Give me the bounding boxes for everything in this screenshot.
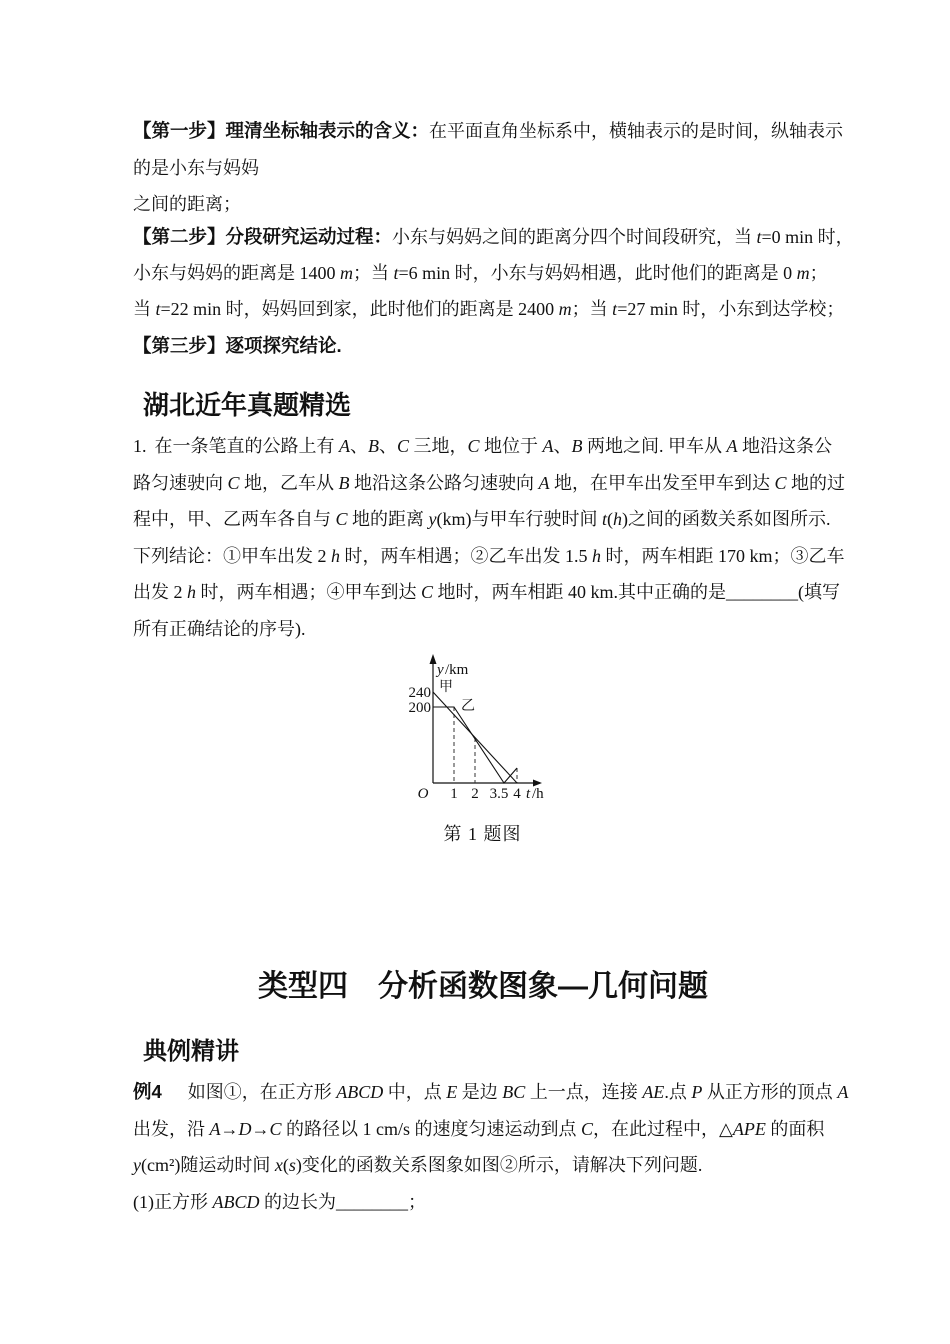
step1-line1: 【第一步】理清坐标轴表示的含义：在平面直角坐标系中，横轴表示的是时间，纵轴表示: [133, 120, 844, 141]
step2-line3: 当 t=22 min 时，妈妈回到家，此时他们的距离是 2400 m；当 t=27 min 时，小东到达学校；: [133, 299, 845, 319]
step3-label: 【第三步】逐项探究结论.: [133, 335, 342, 356]
x-tick-1: 1: [450, 786, 458, 802]
problem1-line5: 出发 2 h 时，两车相遇；④甲车到达 C 地时，两车相距 40 km.其中正确的是________(填写: [133, 582, 841, 602]
example4-label: 例4: [133, 1081, 162, 1102]
section-heading-hubei: 湖北近年真题精选: [143, 390, 352, 420]
origin-label: O: [417, 786, 429, 802]
y-tick-200: 200: [408, 700, 431, 716]
y-axis-label-var: y: [437, 662, 444, 678]
series-label-yi: 乙: [461, 699, 475, 714]
figure-caption: 第 1 题图: [443, 824, 522, 844]
step3-line: [133, 334, 342, 358]
problem1-line4: 下列结论：①甲车出发 2 h 时，两车相遇；②乙车出发 1.5 h 时，两车相距 170 km；③乙车: [133, 545, 845, 566]
step1-line2: 的是小东与妈妈: [133, 158, 259, 178]
example4-question1: (1)正方形 ABCD 的边长为________；: [133, 1191, 426, 1212]
type4-heading: 类型四 分析函数图象—几何问题: [258, 970, 708, 1003]
figure-problem1-graph: [395, 650, 570, 805]
step1-line3: 之间的距离；: [133, 194, 241, 214]
y-axis-label-unit: /km: [445, 662, 469, 678]
y-tick-240: 240: [408, 685, 431, 701]
step2-label: 【第二步】分段研究运动过程：: [133, 226, 393, 247]
x-axis-label-var: t: [526, 786, 531, 802]
problem1-line2: 路匀速驶向 C 地，乙车从 B 地沿这条公路匀速驶向 A 地，在甲车出发至甲车到达 C 地的过: [133, 472, 846, 493]
problem1-number: 1.: [133, 436, 147, 456]
problem1-line6: 所有正确结论的序号).: [133, 618, 306, 639]
x-tick-2: 2: [471, 786, 479, 802]
y-axis-arrow-icon: [430, 654, 437, 664]
x-tick-4: 4: [513, 786, 521, 802]
step2-line2: 小东与妈妈的距离是 1400 m；当 t=6 min 时，小东与妈妈相遇，此时他们的距离是 0 m；: [133, 263, 828, 283]
example4-line2: 出发，沿 A→D→C 的路径以 1 cm/s 的速度匀速运动到点 C，在此过程中，△APE 的面积: [133, 1118, 825, 1139]
example4-line3: y(cm²)随运动时间 x(s)变化的函数关系图象如图②所示，请解决下列问题.: [133, 1155, 703, 1175]
problem1-line3: 程中，甲、乙两车各自与 C 地的距离 y(km)与甲车行驶时间 t(h)之间的函数关系如图所示.: [133, 509, 831, 529]
example4-line1: 例4 如图①，在正方形 ABCD 中，点 E 是边 BC 上一点，连接 AE.点 P 从正方形的顶点 A: [133, 1081, 849, 1102]
step2-line1: 【第二步】分段研究运动过程：小东与妈妈之间的距离分四个时间段研究，当 t=0 min 时，: [133, 226, 854, 247]
step1-label: 【第一步】理清坐标轴表示的含义：: [133, 120, 430, 141]
x-tick-3.5: 3.5: [489, 786, 509, 802]
series-label-jia: 甲: [439, 680, 453, 695]
subheading-dianli: 典例精讲: [143, 1038, 239, 1065]
problem1-line1: 1. 在一条笔直的公路上有 A、B、C 三地，C 地位于 A、B 两地之间. 甲车从 A 地沿这条公: [133, 436, 833, 456]
x-axis-label-unit: /h: [532, 786, 544, 802]
